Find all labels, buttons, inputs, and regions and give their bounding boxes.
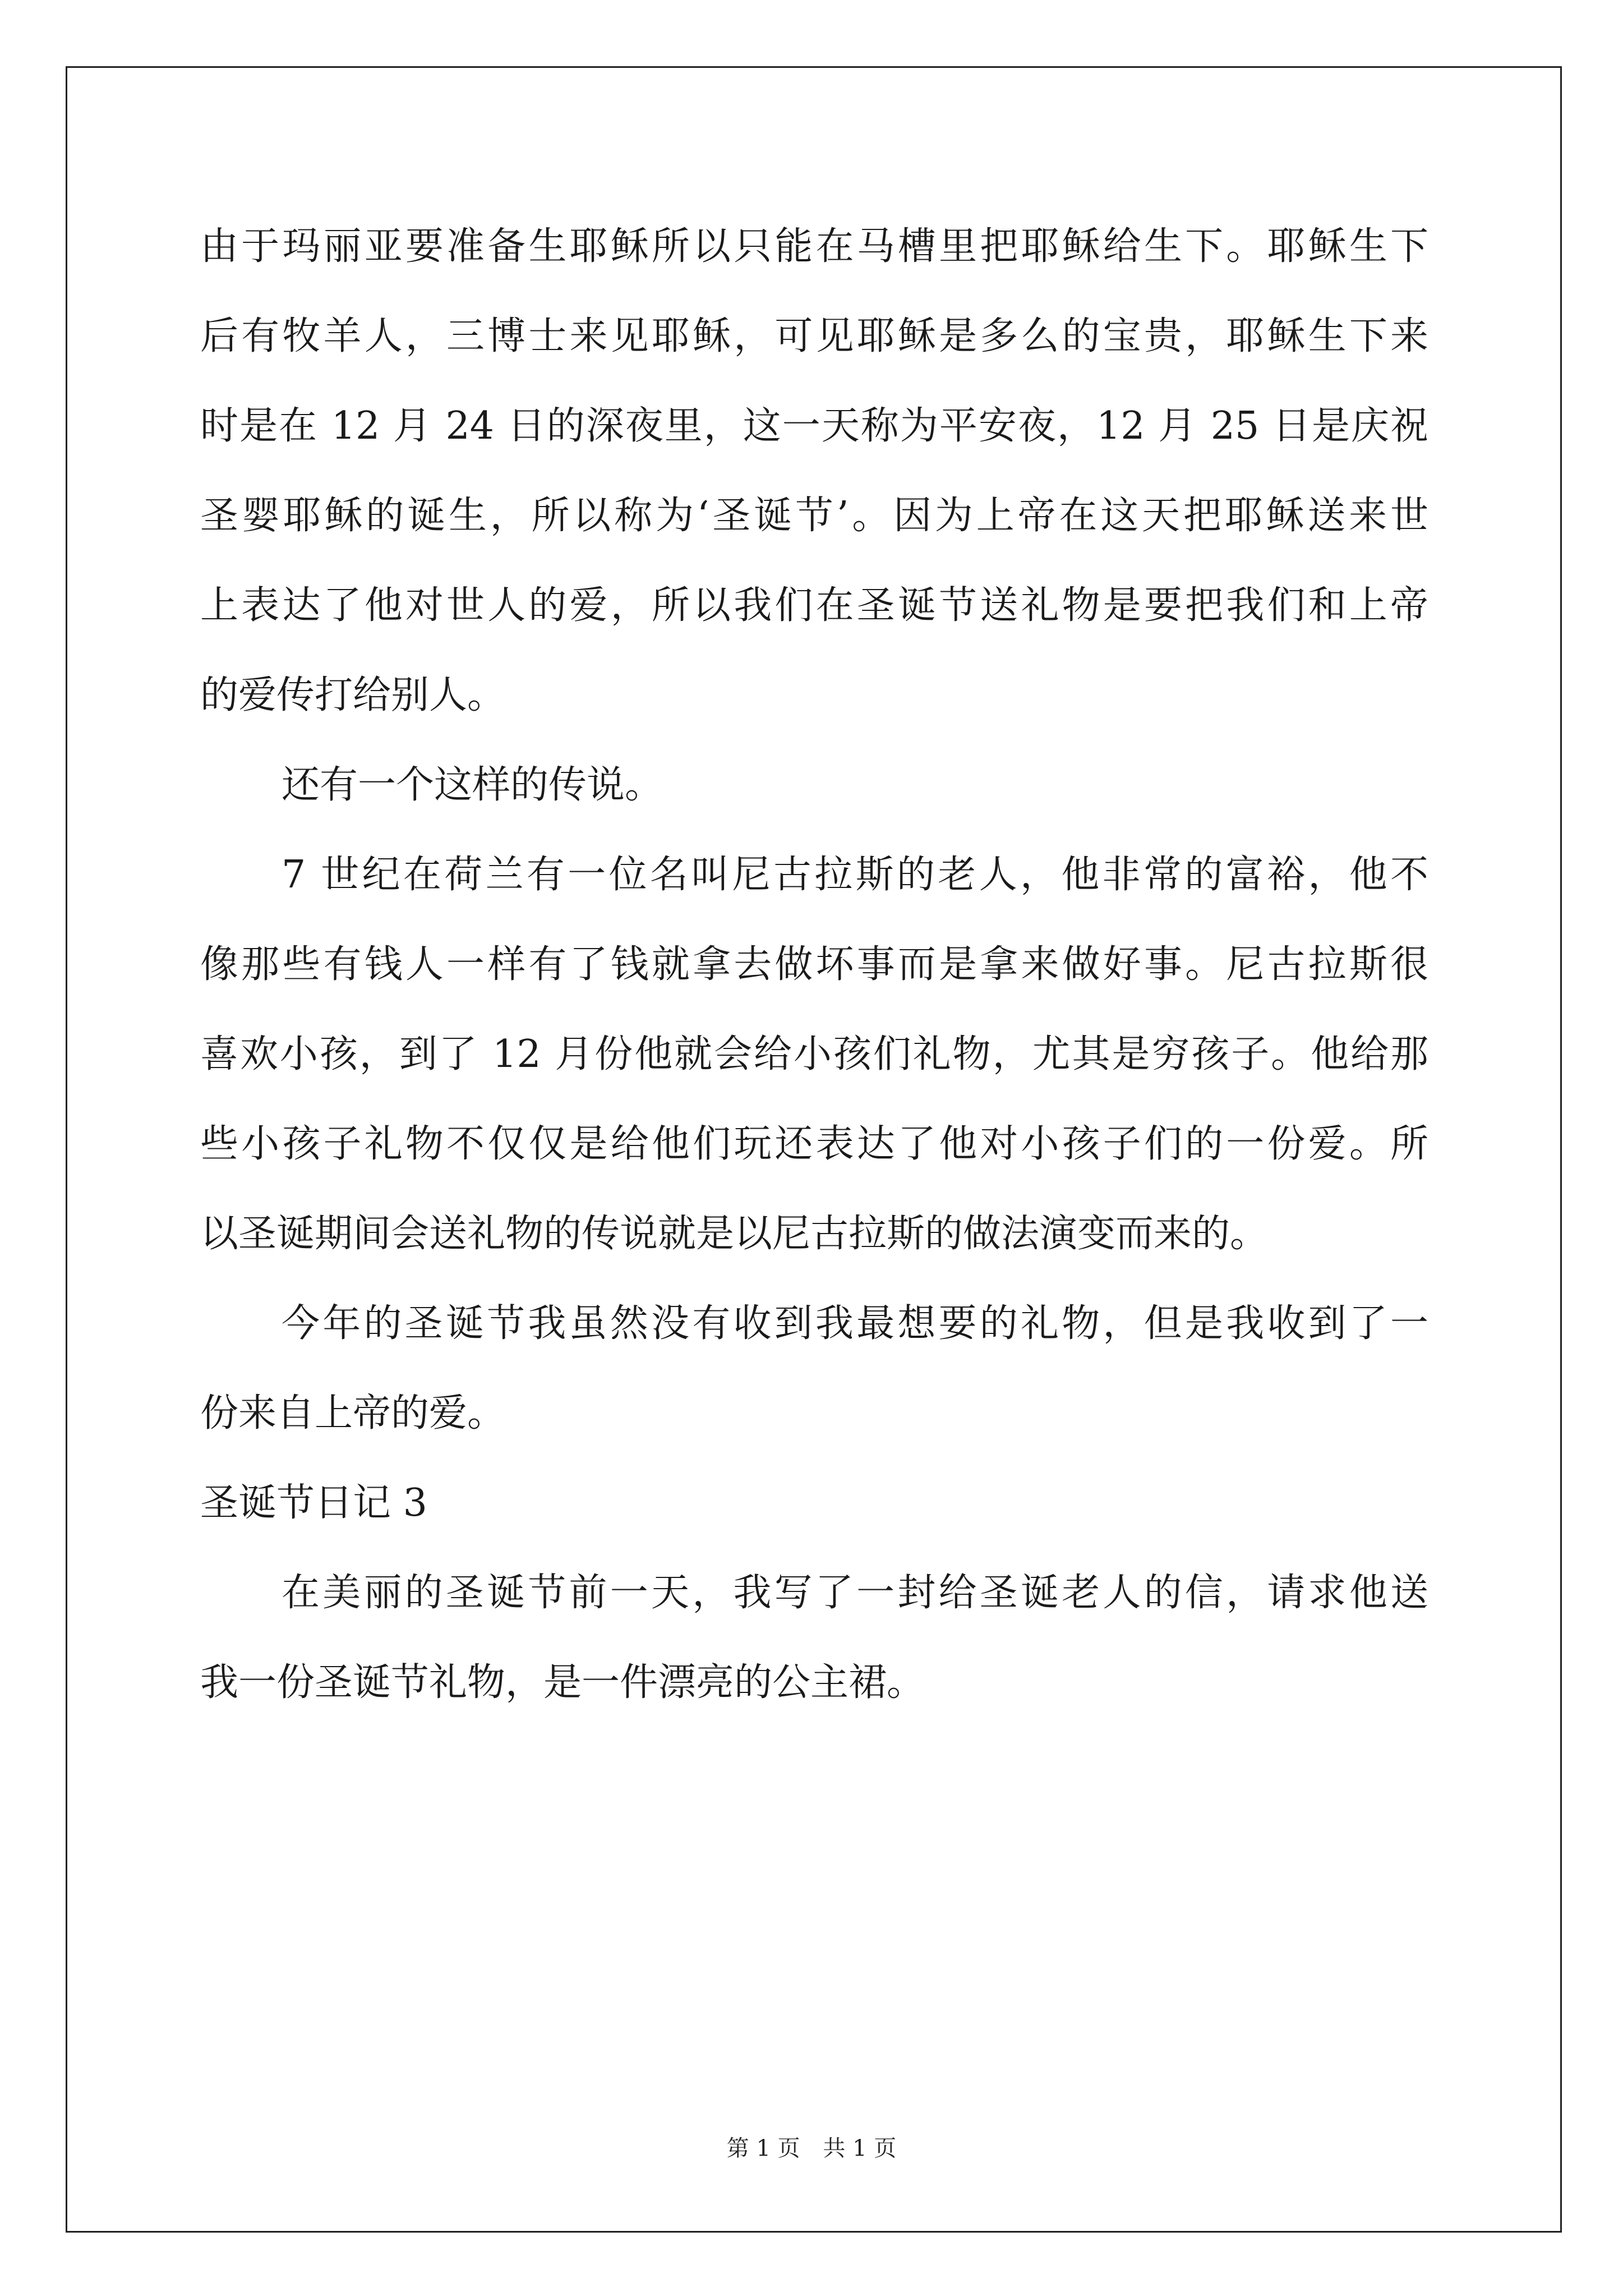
paragraph-line: 的爱传打给别人。 (200, 673, 506, 717)
page-total: 共 1 页 (823, 2136, 897, 2161)
paragraph-line: 上表达了他对世人的爱，所以我们在圣诞节送礼物是要把我们和上帝 (200, 583, 1428, 628)
paragraph-line: 今年的圣诞节我虽然没有收到我最想要的礼物，但是我收到了一 (282, 1301, 1428, 1346)
page-number: 第 1 页 (726, 2136, 800, 2161)
paragraph-line: 后有牧羊人，三博士来见耶稣，可见耶稣是多么的宝贵，耶稣生下来 (200, 314, 1428, 358)
paragraph-line: 份来自上帝的爱。 (200, 1391, 506, 1435)
paragraph-line: 以圣诞期间会送礼物的传说就是以尼古拉斯的做法演变而来的。 (200, 1212, 1269, 1256)
paragraph-line: 在美丽的圣诞节前一天，我写了一封给圣诞老人的信，请求他送 (282, 1571, 1428, 1615)
section-heading: 圣诞节日记 3 (200, 1481, 427, 1525)
paragraph-line: 喜欢小孩，到了 12 月份他就会给小孩们礼物，尤其是穷孩子。他给那 (200, 1032, 1428, 1076)
document-body (200, 202, 1428, 1728)
paragraph-line: 由于玛丽亚要准备生耶稣所以只能在马槽里把耶稣给生下。耶稣生下 (200, 224, 1428, 269)
paragraph-line: 像那些有钱人一样有了钱就拿去做坏事而是拿来做好事。尼古拉斯很 (200, 942, 1428, 987)
page-footer (0, 2132, 1623, 2165)
paragraph-line: 圣婴耶稣的诞生，所以称为‘圣诞节’。因为上帝在这天把耶稣送来世 (200, 494, 1428, 538)
paragraph-line: 还有一个这样的传说。 (282, 763, 663, 807)
paragraph-line: 7 世纪在荷兰有一位名叫尼古拉斯的老人，他非常的富裕，他不 (282, 853, 1428, 897)
paragraph-line: 些小孩子礼物不仅仅是给他们玩还表达了他对小孩子们的一份爱。所 (200, 1122, 1428, 1166)
paragraph-line: 时是在 12 月 24 日的深夜里，这一天称为平安夜，12 月 25 日是庆祝 (200, 404, 1428, 448)
paragraph-line: 我一份圣诞节礼物，是一件漂亮的公主裙。 (200, 1660, 925, 1705)
